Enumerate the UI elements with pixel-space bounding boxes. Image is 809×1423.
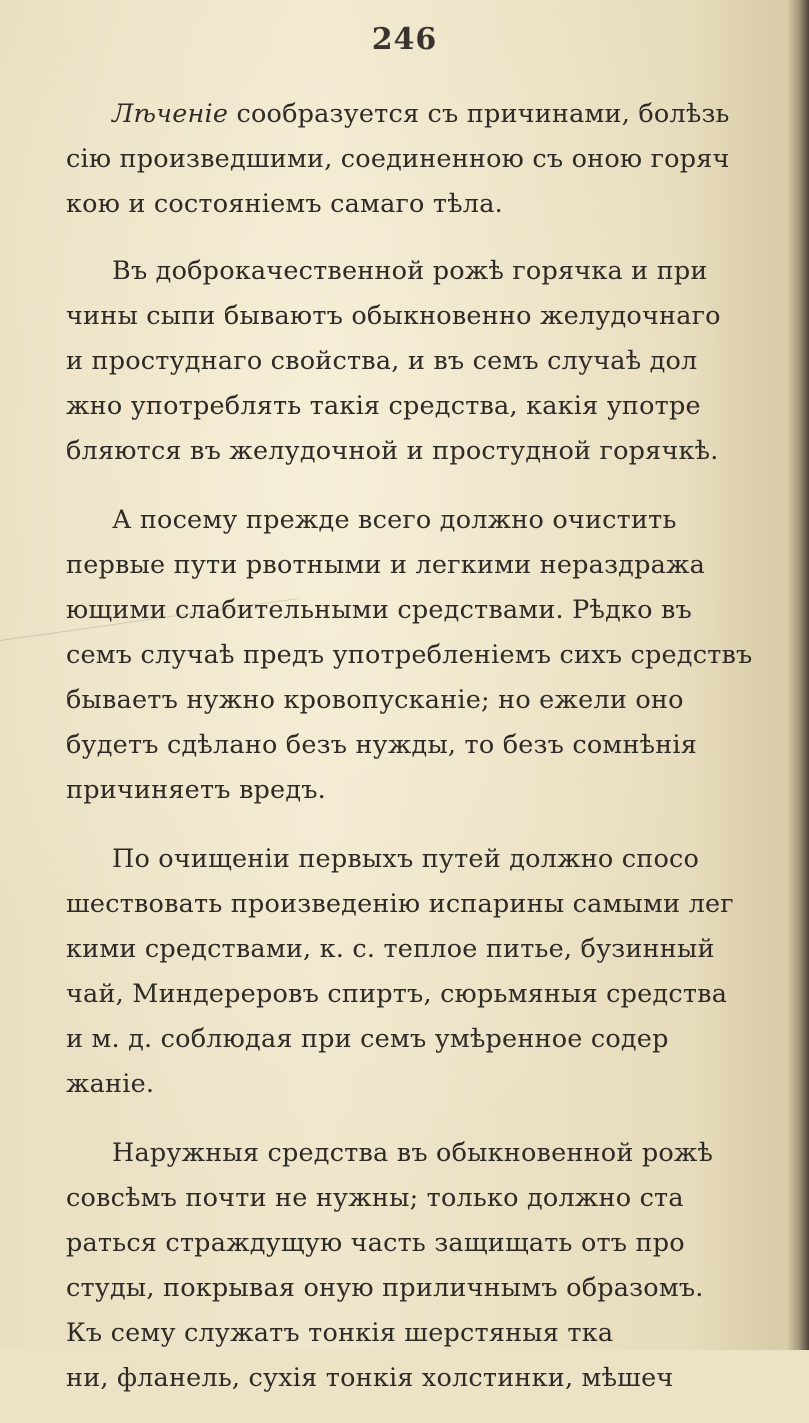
line-text: сообразуется съ причинами, болѣзь [228, 99, 730, 129]
text-line: Наружныя средства въ обыкновенной рожѣ [112, 1138, 714, 1168]
text-line: ни, фланель, сухія тонкія холстинки, мѣшеч [66, 1363, 674, 1393]
text-line: семъ случаѣ предъ употребленіемъ сихъ средствъ [66, 640, 753, 670]
paragraph-purging [66, 498, 800, 813]
text-line: бляются въ желудочной и простудной горячкѣ. [66, 436, 719, 466]
paragraph-perspiration [66, 837, 800, 1107]
text-line: бываетъ нужно кровопусканіе; но ежели оно [66, 685, 684, 715]
text-line: чины сыпи бываютъ обыкновенно желудочнаго [66, 301, 721, 331]
text-line: будетъ сдѣлано безъ нужды, то безъ сомнѣнія [66, 730, 698, 760]
text-line: жно употреблять такія средства, какія употре [66, 391, 701, 421]
text-line: и м. д. соблюдая при семъ умѣренное содер [66, 1024, 669, 1054]
page-number: 246 [371, 22, 438, 57]
paragraph-external-remedies [66, 1131, 800, 1401]
paragraph-treatment [66, 92, 800, 227]
italic-lead-word: Лѣченіе [112, 99, 229, 129]
text-line: причиняетъ вредъ. [66, 775, 326, 805]
text-line: По очищеніи первыхъ путей должно спосо [112, 844, 700, 874]
text-line: студы, покрывая оную приличнымъ образомъ. [66, 1273, 704, 1303]
page-gutter-shadow [787, 0, 809, 1350]
text-line: кими средствами, к. с. теплое питье, бузинный [66, 934, 715, 964]
text-line: А посему прежде всего должно очистить [112, 505, 677, 535]
text-line: и простуднаго свойства, и въ семъ случаѣ дол [66, 346, 698, 376]
text-line: Въ доброкачественной рожѣ горячка и при [112, 256, 708, 286]
text-line: жаніе. [66, 1069, 155, 1099]
text-line: первые пути рвотными и легкими нераздража [66, 550, 706, 580]
page-text-body [66, 92, 800, 1423]
text-line [66, 92, 800, 137]
text-line: ющими слабительными средствами. Рѣдко въ [66, 595, 692, 625]
text-line: Къ сему служатъ тонкія шерстяныя тка [66, 1318, 614, 1348]
text-line: сію произведшими, соединенною съ оною горяч [66, 144, 730, 174]
text-line: совсѣмъ почти не нужны; только должно ста [66, 1183, 684, 1213]
text-line: чай, Миндереровъ спиртъ, сюрьмяныя средства [66, 979, 728, 1009]
text-line: кою и состояніемъ самаго тѣла. [66, 189, 503, 219]
paragraph-benign-erysipelas [66, 249, 800, 474]
text-line: шествовать произведенію испарины самыми лег [66, 889, 734, 919]
text-line: раться страждущую часть защищать отъ про [66, 1228, 685, 1258]
